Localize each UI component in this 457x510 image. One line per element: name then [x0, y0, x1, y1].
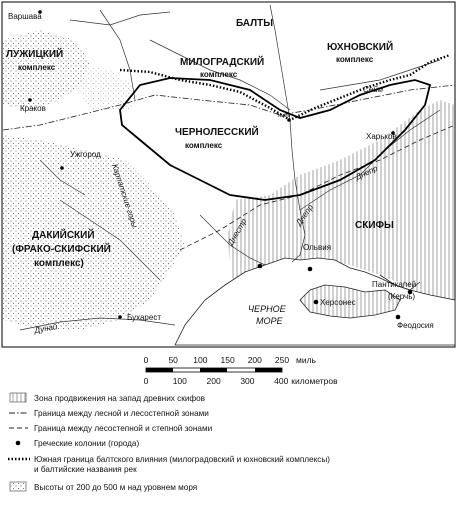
legend-heights: Высоты от 200 до 500 м над уровнем моря — [34, 483, 198, 492]
label-yukhnov-2: комплекс — [336, 55, 374, 64]
label-dakiy-3: комплекс) — [34, 258, 84, 269]
scale-km-unit: километров — [291, 376, 338, 386]
legend-swatch-heights — [10, 482, 26, 491]
label-dnieper-south: Днепр — [294, 202, 316, 228]
label-carpathians: Карпатские горы — [110, 162, 140, 229]
scale-km-tick: 400 — [274, 376, 289, 386]
label-chersonesos: Херсонес — [320, 298, 356, 307]
label-milograd-1: МИЛОГРАДСКИЙ — [180, 57, 265, 68]
legend-swatch-greek-colonies — [16, 441, 21, 446]
label-danube: Дунай — [33, 322, 59, 335]
label-uzhgorod: Ужгород — [70, 150, 101, 159]
scale-km-tick: 200 — [206, 376, 221, 386]
scale-mile-tick: 250 — [274, 355, 290, 365]
label-luzhitsky-1: ЛУЖИЦКИЙ — [6, 49, 64, 60]
label-sea-1: ЧЕРНОЕ — [248, 304, 286, 314]
scale-mile-tick: 200 — [247, 355, 262, 365]
legend-swatch-scythian-zone — [10, 393, 26, 402]
scale-mile-tick: 100 — [193, 355, 208, 365]
scale-mile-tick: 50 — [168, 355, 178, 365]
scale-mile-unit: миль — [296, 355, 316, 365]
legend-forest-boundary: Граница между лесной и лесостепной зонами — [34, 409, 209, 418]
label-dnieper-north: Днепр — [354, 163, 380, 182]
label-sea-2: МОРЕ — [256, 316, 283, 326]
label-olbia: Ольвия — [303, 243, 332, 252]
label-dakiy-2: (ФРАКО-СКИФСКИЙ — [12, 244, 111, 255]
label-scythians: СКИФЫ — [355, 220, 394, 231]
label-luzhitsky-2: комплекс — [18, 63, 56, 72]
label-yukhnov-1: ЮХНОВСКИЙ — [327, 42, 394, 53]
legend — [8, 393, 330, 492]
label-kharkov: Харьков — [366, 132, 397, 141]
legend-greek-colonies: Греческие колонии (города) — [34, 439, 140, 448]
legend-baltic-boundary-1: Южная граница балтского влияния (милоградовский и юхновский комплексы) — [34, 455, 330, 464]
label-baltic: БАЛТЫ — [236, 18, 274, 29]
label-dakiy-1: ДАКИЙСКИЙ — [32, 230, 95, 241]
label-kiev: Киев — [278, 113, 291, 119]
legend-baltic-boundary-2: и балтийские названия рек — [34, 465, 137, 474]
label-milograd-2: комплекс — [200, 70, 238, 79]
scale-km-tick: 100 — [172, 376, 187, 386]
label-warsaw: Варшава — [8, 12, 42, 21]
label-chernoles-1: ЧЕРНОЛЕССКИЙ — [175, 127, 259, 138]
label-seym: Сейм — [363, 85, 384, 94]
label-krakow: Краков — [20, 104, 46, 113]
label-bucharest: Бухарест — [127, 313, 161, 322]
scale-km-tick: 0 — [143, 376, 149, 386]
label-chernoles-2: комплекс — [185, 141, 223, 150]
label-panticapaeum-1: Пантикапей — [372, 280, 417, 289]
label-panticapaeum-2: (Керчь) — [388, 292, 416, 301]
legend-scythian-zone: Зона продвижения на запад древних скифов — [34, 394, 206, 403]
label-feodosia: Феодосия — [397, 321, 434, 330]
scale-bar — [144, 355, 338, 386]
scale-mile-tick: 150 — [220, 355, 235, 365]
legend-steppe-boundary: Граница между лесостепной и степной зонами — [34, 424, 213, 433]
scale-km-tick: 300 — [240, 376, 255, 386]
scale-mile-tick: 0 — [143, 355, 149, 365]
label-dniester: Днестр — [225, 217, 249, 247]
